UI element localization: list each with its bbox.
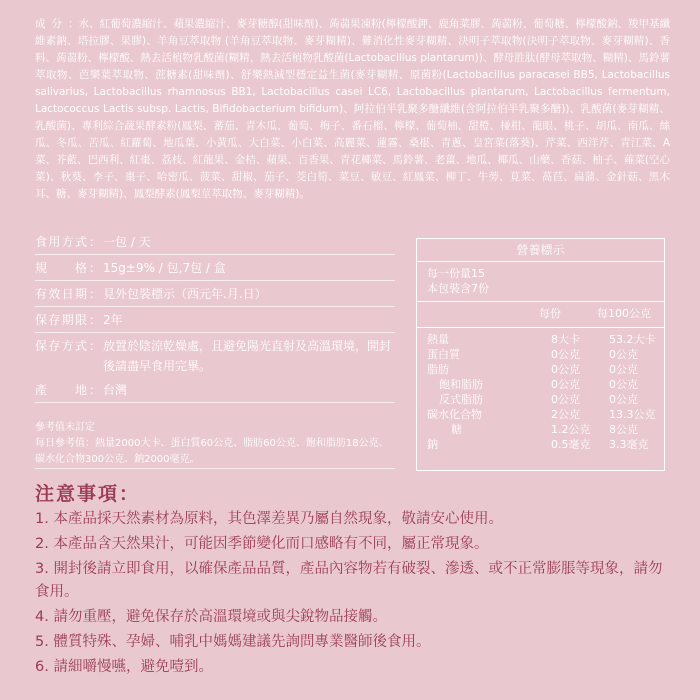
- caution-item: 6. 請細嚼慢嚥，避免噎到。: [35, 659, 213, 675]
- spec-value: 見外包裝標示（西元年.月.日）: [103, 287, 267, 301]
- spec-value: 台灣: [103, 383, 128, 397]
- spec-key: 產地: [35, 383, 87, 397]
- nutrient-label: 飽和脂肪: [439, 378, 483, 391]
- nutrient-label: 熱量: [427, 333, 449, 346]
- spec-value: 2年: [103, 313, 123, 327]
- nutrition-divider: [417, 301, 664, 302]
- divider: [35, 402, 395, 403]
- divider: [35, 332, 395, 333]
- divider: [35, 306, 395, 307]
- nutrition-row-energy: [427, 333, 662, 347]
- nutrient-per-100g: 0公克: [609, 393, 638, 406]
- spec-row-storage: 保存方式 ： 放置於陰涼乾燥處，且避免陽光直射及高溫環境，開封後請盡早食用完畢。: [35, 336, 393, 376]
- divider: [35, 254, 395, 255]
- ingredients-section: [35, 16, 670, 203]
- nutrition-title: 營養標示: [417, 239, 664, 262]
- nutrient-label: 碳水化合物: [427, 408, 482, 421]
- serving-size: 每一份量15: [427, 267, 485, 280]
- col-per-100g: 每100公克: [597, 307, 651, 320]
- nutrient-label: 脂肪: [427, 363, 449, 376]
- servings-per-package: 本包裝含7份: [427, 282, 489, 295]
- nutrient-label: 反式脂肪: [439, 393, 483, 406]
- nutrition-divider: [417, 327, 664, 328]
- nutrient-label: 糖: [451, 423, 462, 436]
- spec-row-shelf-life: 保存期限 ： 2年: [35, 310, 393, 330]
- nutrient-per-100g: 53.2大卡: [609, 333, 656, 346]
- nutrient-per-serving: 0公克: [551, 348, 580, 361]
- nutrient-per-100g: 3.3毫克: [609, 438, 649, 451]
- nutrient-per-100g: 0公克: [609, 363, 638, 376]
- spec-row-origin: 產地 ： 台灣: [35, 380, 393, 400]
- nutrient-per-serving: 0.5毫克: [551, 438, 591, 451]
- divider: [35, 280, 395, 281]
- caution-title: 注意事項：: [35, 483, 141, 505]
- nutrition-row-saturated-fat: [427, 378, 662, 392]
- nutrition-row-trans-fat: [427, 393, 662, 407]
- ingredients-label: 成分: [35, 18, 69, 30]
- spec-key: 有效日期: [35, 287, 87, 301]
- reference-text: 每日參考值：熱量2000大卡、蛋白質60公克、脂肪60公克、飽和脂肪18公克、碳水化合物300公克、鈉2000毫克。: [35, 438, 389, 465]
- divider: [35, 468, 395, 469]
- nutrition-row-protein: [427, 348, 662, 362]
- spec-row-usage: 食用方式 ： 一包 / 天: [35, 232, 393, 252]
- spec-row-size: 規格 ： 15g±9% / 包,7包 / 盒: [35, 258, 393, 278]
- ingredients-text: ：水、紅葡萄濃縮汁、蘋果濃縮汁、麥芽糖醇(甜味劑)、蒟蒻果凍粉(檸檬酸鉀、鹿角菜膠、蒟蒻粉、葡萄糖、檸檬酸鈉、羧甲基纖維素鈉、塔拉膠、果膠)、羊角豆萃取物 (羊角豆萃取物、麥芽糊精)、難消化性麥芽糊精、決明子萃取物(決明子萃取物、麥芽糊精)、香料、蒟蒻粉、檸檬酸、熱去活植物乳酸菌(糊精、熱去活植物乳酸菌(Lactobacillus plantarum))、酵母胜肽(酵母萃取物、糊精)、馬鈴薯萃取物、芭樂葉萃取物、蔗糖素(甜味劑)、舒樂熱減型穩定益生菌(麥芽糊精、原菌粉(Lactobacillus paracasei BB5, Lactobacillus salivarius, Lactobacillus rhamnosus BB1, Lactobacillus casei LC6, Lactobacillus plantarum, Lactobacillus fermentum, Lactococcus Lactis subsp. Lactis, Bifidobacterium bifidum)、阿拉伯半乳聚多醣纖維(含阿拉伯半乳聚多醣))、乳酸菌(麥芽糊精、乳酸菌)、專利綜合蔬果酵素粉(鳳梨、蕃茄、青木瓜、葡萄、梅子、番石榴、檸檬、葡萄柚、甜橙、椪柑、龍眼、桃子、胡瓜、南瓜、絲瓜、冬瓜、苦瓜、紅蘿蔔、地瓜葉、小黃瓜、大白菜、小白菜、高麗菜、蓮霧、桑椹、青蔥、皇宮菜(落葵)、芹菜、西洋芹、青江菜、A菜、芥藍、巴西利、紅棗、荔枝、紅龍果、金桔、蘋果、百香果、青花椰菜、馬鈴薯、老薑、地瓜、椰瓜、山藥、香菇、柚子、蕹菜(空心菜)、秋葵、李子、棗子、哈密瓜、菠菜、甜椒、茄子、茭白筍、菜豆、敏豆、紅鳳菜、柳丁、牛蒡、莧菜、萵苣、扁蒲、金針菇、黑木耳、糖、麥芽糊精)、鳳梨酵素(鳳梨莖萃取物、麥芽糊精)。: [35, 18, 670, 200]
- nutrient-label: 蛋白質: [427, 348, 460, 361]
- nutrient-per-serving: 2公克: [551, 408, 580, 421]
- nutrient-per-100g: 8公克: [609, 423, 638, 436]
- spec-value: 放置於陰涼乾燥處，且避免陽光直射及高溫環境，開封後請盡早食用完畢。: [103, 339, 392, 373]
- nutrition-row-fat: [427, 363, 662, 377]
- nutrient-per-100g: 13.3公克: [609, 408, 656, 421]
- nutrient-per-serving: 1.2公克: [551, 423, 591, 436]
- spec-key: 規格: [35, 261, 87, 275]
- nutrient-per-serving: 0公克: [551, 393, 580, 406]
- nutrient-per-100g: 0公克: [609, 378, 638, 391]
- spec-key: 保存期限: [35, 313, 87, 327]
- nutrition-row-sodium: [427, 438, 662, 452]
- nutrient-per-serving: 0公克: [551, 378, 580, 391]
- nutrition-row-carbohydrate: [427, 408, 662, 422]
- nutrient-per-100g: 0公克: [609, 348, 638, 361]
- spec-key: 食用方式: [35, 235, 87, 249]
- caution-item: 5. 體質特殊、孕婦、哺乳中媽媽建議先詢問專業醫師後食用。: [35, 634, 431, 650]
- caution-item: 1. 本產品採天然素材為原料，其色澤差異乃屬自然現象，敬請安心使用。: [35, 511, 503, 527]
- spec-value: 一包 / 天: [103, 235, 151, 249]
- caution-list: [35, 508, 675, 681]
- reference-note: [35, 420, 395, 468]
- nutrient-label: 鈉: [427, 438, 438, 451]
- spec-row-expiry: 有效日期 ： 見外包裝標示（西元年.月.日）: [35, 284, 393, 304]
- spec-value: 15g±9% / 包,7包 / 盒: [103, 261, 226, 275]
- caution-item: 4. 請勿重壓，避免保存於高溫環境或與尖銳物品接觸。: [35, 609, 387, 625]
- nutrient-per-serving: 8大卡: [551, 333, 580, 346]
- col-per-serving: 每份: [539, 307, 561, 320]
- nutrition-table: [416, 238, 665, 471]
- nutrient-per-serving: 0公克: [551, 363, 580, 376]
- caution-item: 2. 本產品含天然果汁，可能因季節變化而口感略有不同，屬正常現象。: [35, 536, 489, 552]
- nutrition-row-sugar: [427, 423, 662, 437]
- caution-item: 3. 開封後請立即食用，以確保產品品質，產品內容物若有破裂、滲透、或不正常膨脹等現象，請勿食用。: [35, 561, 663, 600]
- spec-key: 保存方式: [35, 339, 87, 353]
- reference-title: 參考值未訂定: [35, 422, 95, 433]
